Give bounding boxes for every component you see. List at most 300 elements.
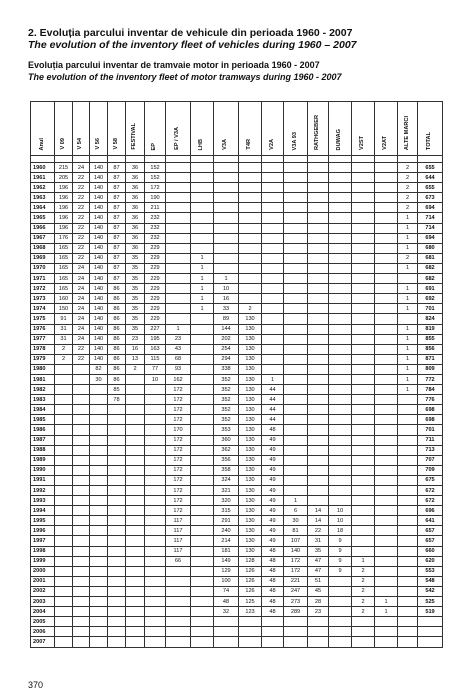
table-cell [284,465,308,475]
year-cell: 1963 [31,193,55,203]
table-cell [73,556,90,566]
table-cell [262,617,284,627]
table-cell: 172 [166,385,191,395]
table-cell [166,223,191,233]
table-cell [375,193,398,203]
table-cell [329,445,352,455]
table-cell: 130 [239,536,262,546]
table-cell: 78 [108,395,126,405]
table-row [31,566,443,576]
table-cell: 48 [262,556,284,566]
table-cell [308,223,329,233]
column-header-label: FESTIVAL [131,123,138,150]
table-cell [398,506,418,516]
table-cell [73,395,90,405]
table-cell: 13 [126,354,145,364]
table-cell: 86 [108,354,126,364]
table-row [31,364,443,374]
table-cell [284,284,308,294]
table-cell [108,627,126,637]
table-cell: 205 [55,173,73,183]
table-cell [375,263,398,273]
table-row [31,516,443,526]
table-cell: 172 [166,435,191,445]
table-cell: 86 [108,364,126,374]
table-cell: 324 [214,475,239,485]
column-header-label: EP / V3A [174,127,181,150]
table-cell [284,173,308,183]
table-cell: 9 [329,546,352,556]
table-cell [398,617,418,627]
table-cell [73,607,90,617]
table-cell [73,627,90,637]
table-cell: 130 [239,475,262,485]
table-cell [145,455,166,465]
table-cell: 214 [214,536,239,546]
table-cell: 1 [398,354,418,364]
table-cell [108,536,126,546]
table-cell [90,455,108,465]
table-cell: 130 [239,496,262,506]
table-row [31,354,443,364]
table-cell [214,253,239,263]
table-cell: 1 [398,233,418,243]
table-cell [398,536,418,546]
table-cell [126,465,145,475]
table-cell [329,304,352,314]
column-header [329,102,352,156]
table-cell: 86 [108,284,126,294]
table-cell [166,284,191,294]
table-cell [55,395,73,405]
table-cell [375,627,398,637]
table-cell [262,364,284,374]
table-cell [329,253,352,263]
table-cell [191,344,214,354]
table-cell: 130 [239,516,262,526]
table-row [31,213,443,223]
table-cell [375,415,398,425]
table-cell [191,395,214,405]
table-cell [352,516,375,526]
table-cell [329,314,352,324]
table-cell: 152 [145,173,166,183]
table-cell [375,374,398,384]
table-cell: 195 [145,334,166,344]
table-cell: 2 [239,304,262,314]
table-cell: 87 [108,274,126,284]
table-cell [166,627,191,637]
table-cell [55,627,73,637]
table-cell: 35 [308,546,329,556]
column-header [418,102,443,156]
table-cell [308,486,329,496]
table-cell [239,637,262,647]
table-cell: 126 [239,586,262,596]
table-body [31,156,443,648]
table-cell: 23 [166,334,191,344]
table-cell [191,546,214,556]
table-row [31,173,443,183]
year-cell: 1981 [31,374,55,384]
table-cell: 162 [166,374,191,384]
table-cell: 23 [308,607,329,617]
table-cell [284,294,308,304]
table-cell [352,304,375,314]
table-cell [308,334,329,344]
table-cell [108,465,126,475]
table-cell [329,455,352,465]
table-cell [284,334,308,344]
year-cell: 1976 [31,324,55,334]
table-cell [239,233,262,243]
table-row [31,546,443,556]
table-cell: 196 [55,213,73,223]
table-cell [145,475,166,485]
total-cell: 655 [418,163,443,173]
year-cell: 1986 [31,425,55,435]
total-cell: 698 [418,405,443,415]
table-cell [375,395,398,405]
table-cell: 2 [398,203,418,213]
table-cell [145,637,166,647]
table-cell [166,243,191,253]
table-cell [55,516,73,526]
spacer-cell [166,156,191,163]
column-header-label: TOTAL [426,131,433,150]
table-cell [375,163,398,173]
table-cell [191,374,214,384]
table-cell [126,405,145,415]
table-cell [375,314,398,324]
table-cell: 196 [55,223,73,233]
table-cell [191,496,214,506]
table-cell: 352 [214,385,239,395]
table-cell [145,405,166,415]
table-cell: 35 [126,284,145,294]
table-cell [398,486,418,496]
table-cell [398,556,418,566]
table-cell: 24 [73,334,90,344]
table-cell: 130 [239,364,262,374]
table-row [31,385,443,395]
total-cell: 714 [418,213,443,223]
table-cell: 117 [166,516,191,526]
column-header-label: V2ST [359,136,366,150]
table-cell [145,385,166,395]
table-cell [375,445,398,455]
table-cell [55,546,73,556]
table-cell [262,213,284,223]
table-cell: 321 [214,486,239,496]
year-cell: 1988 [31,445,55,455]
total-cell: 542 [418,586,443,596]
table-cell [108,405,126,415]
table-cell [308,203,329,213]
total-cell: 698 [418,415,443,425]
table-cell: 1 [398,385,418,395]
table-cell: 48 [262,566,284,576]
table-cell [108,546,126,556]
table-cell: 362 [214,445,239,455]
table-cell [308,354,329,364]
table-cell [352,637,375,647]
table-cell [329,233,352,243]
table-cell [191,607,214,617]
total-cell: 714 [418,223,443,233]
table-row [31,526,443,536]
table-cell [73,475,90,485]
table-cell: 140 [90,324,108,334]
spacer-cell [398,156,418,163]
table-cell [166,193,191,203]
table-cell [214,263,239,273]
table-cell: 170 [166,425,191,435]
table-cell: 49 [262,475,284,485]
section-title: 2. Evoluția parcului inventar de vehicule din perioada 1960 - 2007 [28,27,353,39]
table-cell [166,576,191,586]
table-cell: 2 [398,183,418,193]
table-cell [262,304,284,314]
table-cell: 24 [73,263,90,273]
table-cell: 352 [214,415,239,425]
table-cell: 9 [329,566,352,576]
table-cell [352,173,375,183]
table-cell [375,586,398,596]
table-cell [191,486,214,496]
table-cell [262,314,284,324]
table-row [31,556,443,566]
column-header [166,102,191,156]
table-cell [284,223,308,233]
table-row [31,193,443,203]
table-cell [262,274,284,284]
table-cell [145,627,166,637]
table-cell: 360 [214,435,239,445]
table-row [31,475,443,485]
table-cell: 129 [214,566,239,576]
table-cell [108,556,126,566]
year-cell: 1966 [31,223,55,233]
table-cell [284,617,308,627]
table-cell [398,607,418,617]
total-cell: 856 [418,344,443,354]
table-row [31,334,443,344]
table-cell [284,183,308,193]
spacer-cell [73,156,90,163]
table-cell [329,627,352,637]
table-row [31,496,443,506]
table-cell [108,516,126,526]
table-cell: 87 [108,213,126,223]
table-cell [191,405,214,415]
table-cell [73,455,90,465]
table-cell: 130 [239,465,262,475]
table-cell: 130 [239,526,262,536]
table-cell [55,617,73,627]
table-cell [352,263,375,273]
table-cell: 140 [90,233,108,243]
table-cell: 24 [73,314,90,324]
column-header-label: DUWAG [336,128,343,150]
total-cell: 553 [418,566,443,576]
table-cell: 1 [398,223,418,233]
year-cell: 1983 [31,395,55,405]
table-row [31,344,443,354]
column-header [284,102,308,156]
table-cell: 48 [262,607,284,617]
table-cell [398,576,418,586]
table-cell: 2 [55,344,73,354]
table-cell [398,465,418,475]
table-cell [73,425,90,435]
table-row [31,637,443,647]
table-cell: 221 [284,576,308,586]
table-cell [239,163,262,173]
table-cell [73,405,90,415]
table-cell: 31 [55,324,73,334]
table-cell [308,374,329,384]
table-cell: 36 [126,203,145,213]
total-cell: 819 [418,324,443,334]
table-cell [73,506,90,516]
table-cell [352,445,375,455]
year-cell: 1980 [31,364,55,374]
table-cell [352,395,375,405]
table-cell: 22 [73,173,90,183]
table-cell [145,566,166,576]
table-cell [262,173,284,183]
table-cell: 2 [398,253,418,263]
table-title-english: The evolution of the inventory fleet of motor tramways during 1960 - 2007 [28,72,342,82]
table-cell [329,435,352,445]
table-cell [284,425,308,435]
table-cell: 1 [352,556,375,566]
table-cell: 117 [166,546,191,556]
table-cell [398,496,418,506]
table-cell [375,284,398,294]
table-cell [308,263,329,273]
table-cell: 232 [145,233,166,243]
table-row [31,506,443,516]
table-cell [90,556,108,566]
table-cell [55,536,73,546]
table-cell [73,536,90,546]
table-cell [375,465,398,475]
table-cell [352,203,375,213]
table-cell [90,415,108,425]
table-cell [90,607,108,617]
table-cell: 1 [398,243,418,253]
table-cell [239,284,262,294]
table-cell: 115 [145,354,166,364]
total-cell: 692 [418,294,443,304]
table-cell: 9 [329,556,352,566]
table-cell [73,486,90,496]
table-cell: 49 [262,506,284,516]
table-cell [375,637,398,647]
table-cell: 130 [239,425,262,435]
table-cell: 165 [55,263,73,273]
table-cell [108,576,126,586]
table-cell [375,475,398,485]
table-cell: 66 [166,556,191,566]
table-cell [239,253,262,263]
column-header [308,102,329,156]
table-cell [284,263,308,273]
table-cell [73,435,90,445]
table-cell [145,526,166,536]
table-row [31,223,443,233]
table-cell [166,274,191,284]
table-cell: 31 [55,334,73,344]
table-cell [375,223,398,233]
table-cell [308,344,329,354]
table-cell [398,516,418,526]
table-cell: 1 [398,324,418,334]
table-cell: 172 [166,465,191,475]
table-cell [352,243,375,253]
table-row [31,486,443,496]
table-cell: 140 [90,243,108,253]
table-cell [90,617,108,627]
table-cell [126,415,145,425]
table-cell: 215 [55,163,73,173]
year-cell: 1960 [31,163,55,173]
year-cell: 2004 [31,607,55,617]
table-cell: 232 [145,223,166,233]
column-header-label: V2A [268,139,275,150]
table-cell [191,193,214,203]
table-cell [375,425,398,435]
table-cell [191,597,214,607]
table-row [31,465,443,475]
table-cell [262,637,284,647]
table-cell: 89 [214,314,239,324]
table-cell: 1 [375,597,398,607]
table-cell: 152 [145,163,166,173]
table-cell [191,475,214,485]
table-cell [145,395,166,405]
year-cell: 2006 [31,627,55,637]
table-cell [90,506,108,516]
total-cell: 660 [418,546,443,556]
table-cell [284,405,308,415]
table-cell: 10 [329,516,352,526]
table-cell [55,526,73,536]
table-cell [329,193,352,203]
table-cell: 130 [239,314,262,324]
table-cell: 128 [239,556,262,566]
table-cell [284,253,308,263]
table-cell: 358 [214,465,239,475]
table-row [31,294,443,304]
table-cell [73,374,90,384]
table-cell [284,395,308,405]
table-cell [108,607,126,617]
table-cell: 140 [90,183,108,193]
table-cell [214,233,239,243]
total-cell: 701 [418,304,443,314]
table-cell [352,506,375,516]
table-cell [308,163,329,173]
table-cell: 24 [73,294,90,304]
table-cell [262,223,284,233]
table-cell: 240 [214,526,239,536]
table-cell [55,364,73,374]
table-cell: 1 [166,324,191,334]
column-header [398,102,418,156]
